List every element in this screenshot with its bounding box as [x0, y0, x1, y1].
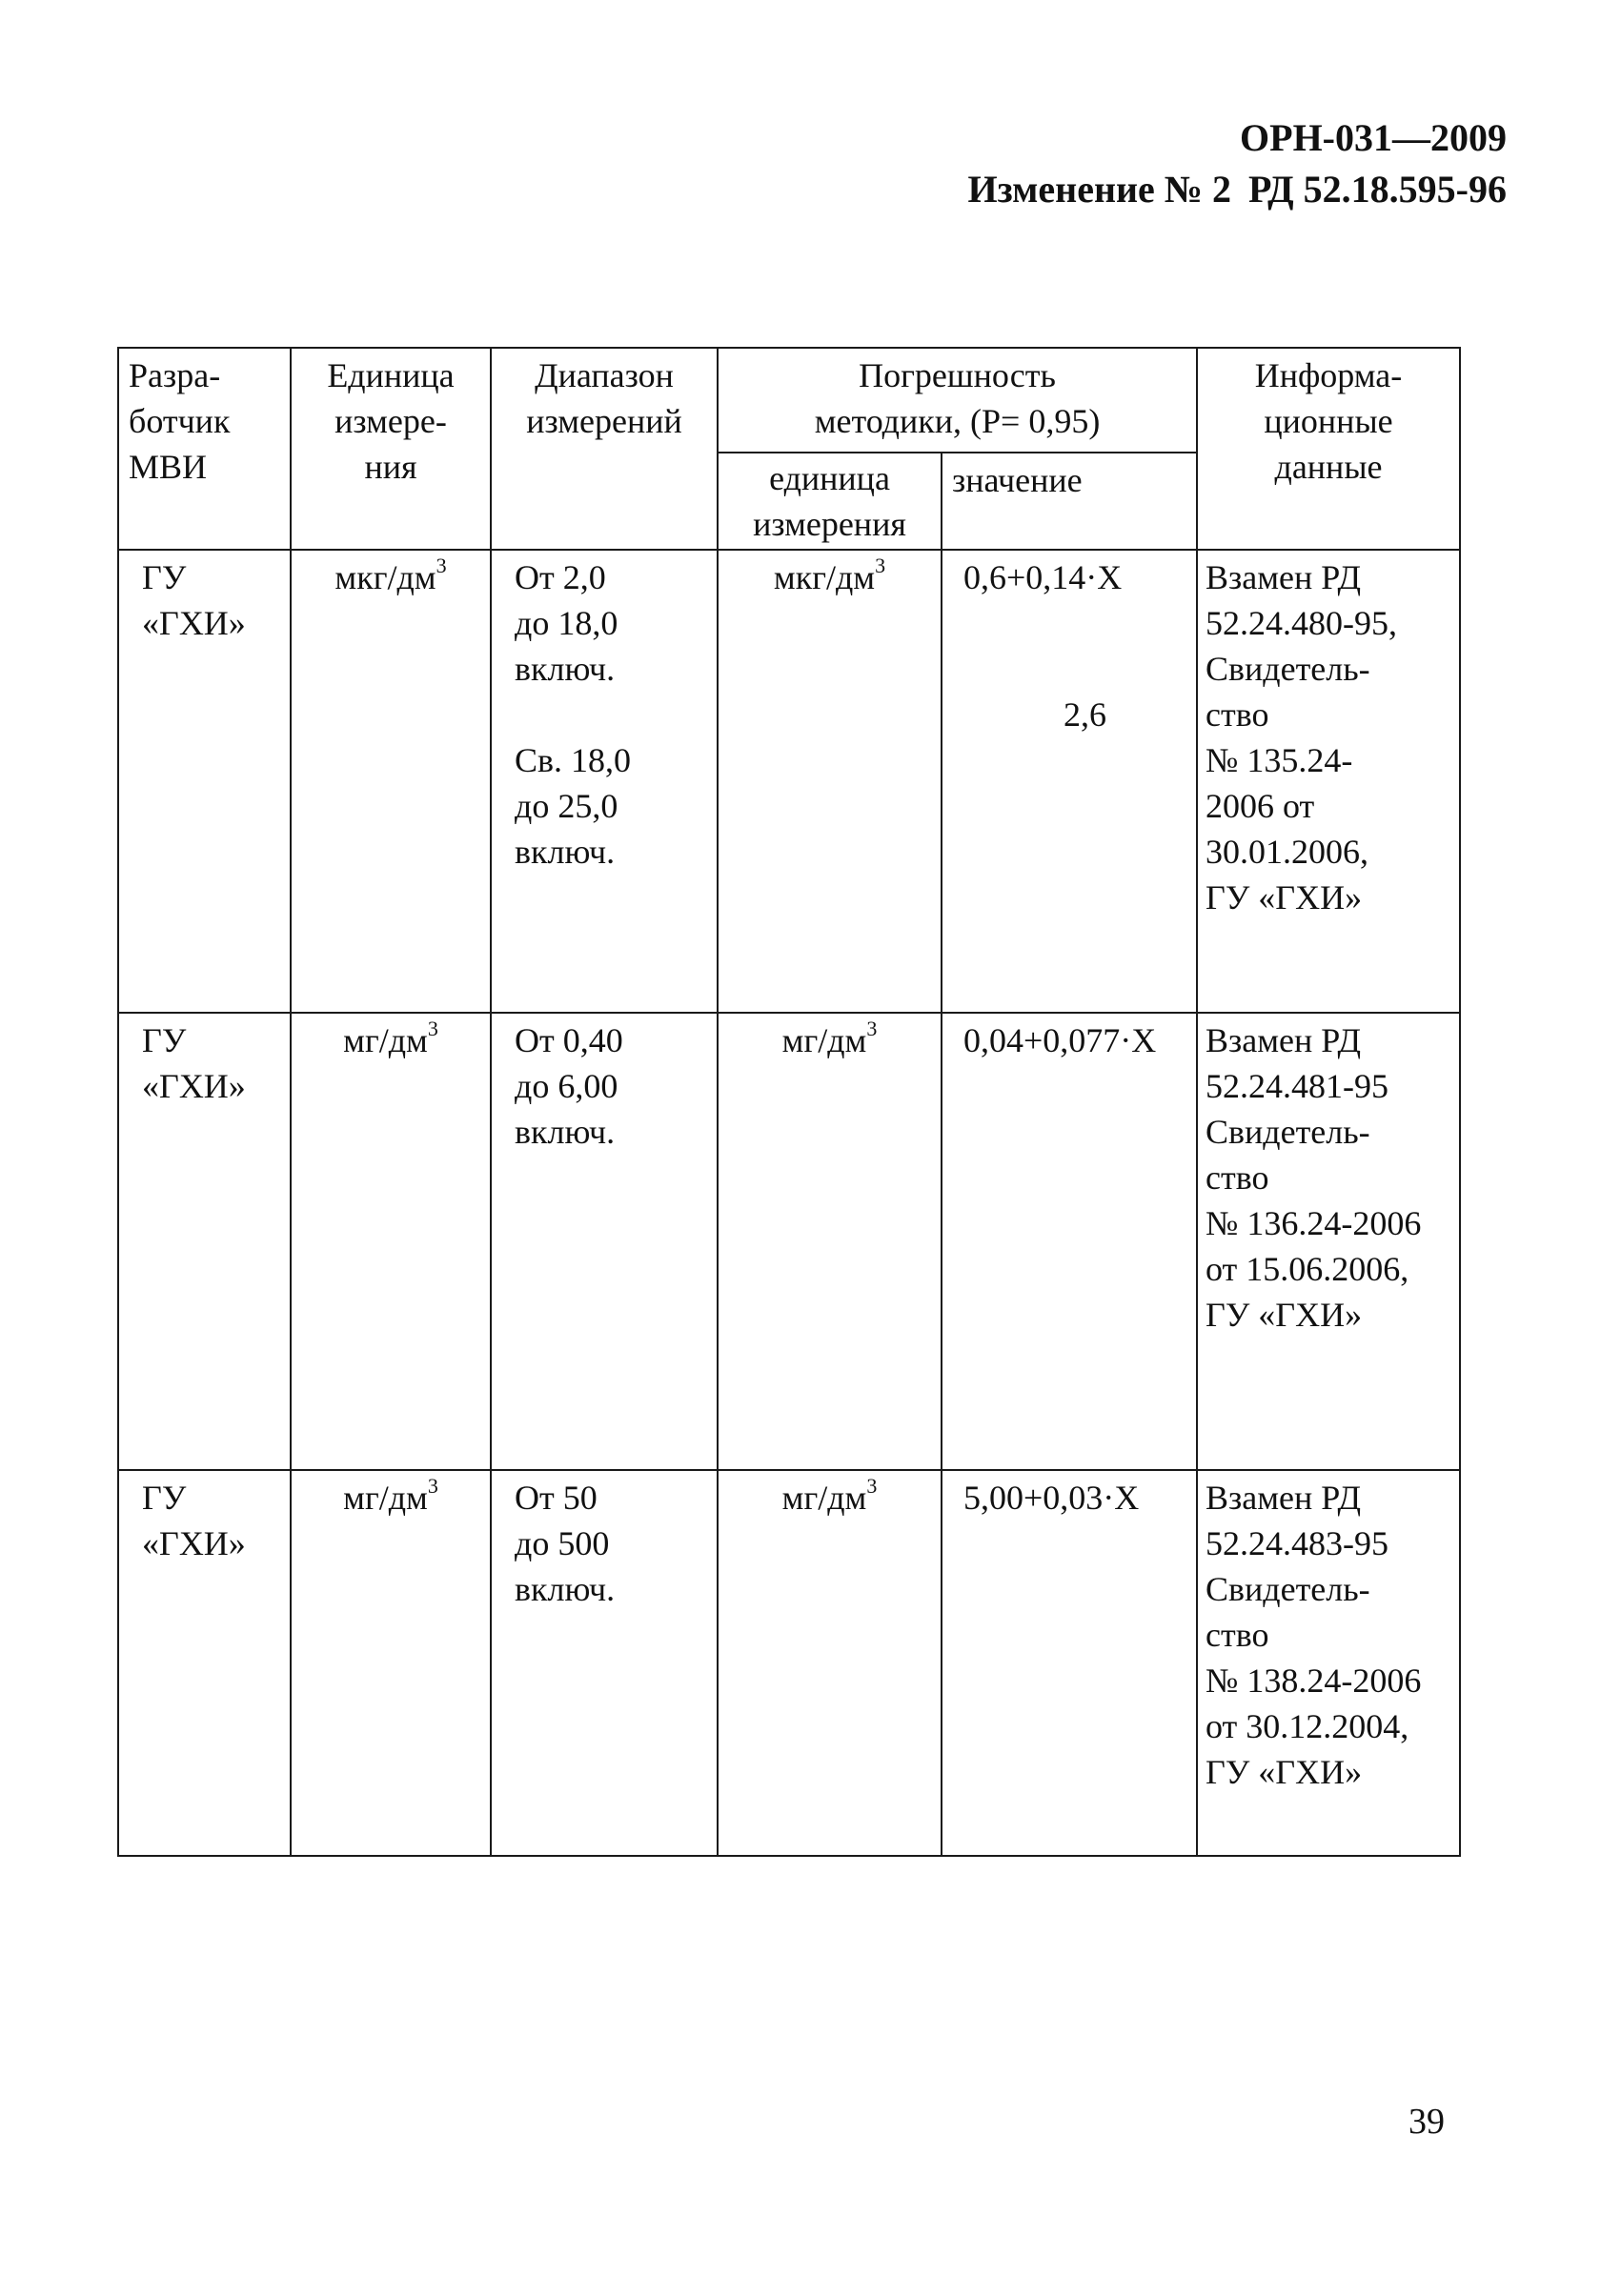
info-line: № 138.24-2006: [1206, 1662, 1422, 1700]
info-line: Свидетель-: [1206, 1113, 1370, 1151]
range-line: до 18,0: [515, 604, 618, 642]
error-value: 0,6+0,14·X: [963, 558, 1123, 596]
amendment-document: РД 52.18.595-96: [1248, 168, 1507, 211]
cell-error-value: [942, 1470, 1197, 1856]
info-line: Взамен РД: [1206, 558, 1362, 596]
info-line: ство: [1206, 1616, 1269, 1654]
info-line: ГУ «ГХИ»: [1206, 1753, 1363, 1791]
info-line: № 136.24-2006: [1206, 1204, 1422, 1242]
error-unit-text: мкг/дм: [773, 558, 876, 596]
page-number: 39: [1408, 2102, 1445, 2142]
header-error-line: методики, (Р= 0,95): [814, 402, 1101, 440]
cell-error-unit: [718, 1013, 942, 1470]
header-developer-line: МВИ: [129, 448, 208, 486]
developer-line: «ГХИ»: [142, 604, 246, 642]
methods-table: [117, 347, 1461, 1857]
cell-error-value: [942, 1013, 1197, 1470]
header-info-line: Информа-: [1254, 356, 1403, 394]
range-line: От 50: [515, 1479, 598, 1517]
info-line: Взамен РД: [1206, 1479, 1362, 1517]
info-line: ГУ «ГХИ»: [1206, 878, 1363, 916]
info-line: Свидетель-: [1206, 1570, 1370, 1608]
header-range-line: измерений: [526, 402, 682, 440]
cell-info: [1197, 1013, 1460, 1470]
range-line: От 0,40: [515, 1021, 623, 1059]
table-row: [118, 1013, 1460, 1470]
table-row: [118, 550, 1460, 1013]
header-range-line: Диапазон: [535, 356, 674, 394]
info-line: 52.24.480-95,: [1206, 604, 1397, 642]
cell-unit: [291, 1470, 491, 1856]
info-line: Свидетель-: [1206, 650, 1370, 688]
range-line: включ.: [515, 833, 616, 871]
unit-exponent: 3: [436, 554, 447, 577]
amendment-prefix: Изменение № 2: [967, 168, 1231, 211]
info-line: от 30.12.2004,: [1206, 1707, 1409, 1745]
amendment-line: [968, 164, 1507, 215]
cell-range: [491, 550, 718, 1013]
unit-text: мкг/дм: [334, 558, 436, 596]
error-unit-text: мг/дм: [781, 1021, 867, 1059]
cell-info: [1197, 1470, 1460, 1856]
cell-unit: [291, 550, 491, 1013]
table-row: [118, 1470, 1460, 1856]
error-unit-exponent: 3: [866, 1017, 878, 1040]
error-value: 0,04+0,077·X: [963, 1021, 1157, 1059]
info-line: Взамен РД: [1206, 1021, 1362, 1059]
range-line: включ.: [515, 1113, 616, 1151]
developer-line: «ГХИ»: [142, 1524, 246, 1562]
range-line: до 500: [515, 1524, 610, 1562]
developer-line: «ГХИ»: [142, 1067, 246, 1105]
info-line: 52.24.481-95: [1206, 1067, 1388, 1105]
table-header-row: [118, 348, 1460, 453]
cell-info: [1197, 550, 1460, 1013]
cell-developer: [118, 1470, 291, 1856]
header-developer-line: ботчик: [129, 402, 231, 440]
header-error-value: значение: [942, 453, 1197, 550]
header-info-line: ционные: [1264, 402, 1393, 440]
info-line: 30.01.2006,: [1206, 833, 1368, 871]
unit-text: мг/дм: [343, 1021, 428, 1059]
document-code: ОРН-031—2009: [1240, 116, 1507, 159]
header-error-line: Погрешность: [859, 356, 1056, 394]
range-line: до 25,0: [515, 787, 618, 825]
header-range: [491, 348, 718, 550]
header-error-group: [718, 348, 1197, 453]
header-error-unit: [718, 453, 942, 550]
header-error-unit-line: измерения: [753, 505, 906, 543]
error-value: 2,6: [1064, 695, 1106, 734]
header-error-unit-line: единица: [769, 459, 890, 497]
header-info-line: данные: [1274, 448, 1383, 486]
cell-error-unit: [718, 1470, 942, 1856]
developer-line: ГУ: [142, 1479, 187, 1517]
header-unit: [291, 348, 491, 550]
range-line: Св. 18,0: [515, 741, 632, 779]
header-developer: [118, 348, 291, 550]
info-line: 2006 от: [1206, 787, 1315, 825]
error-unit-exponent: 3: [866, 1474, 878, 1498]
header-developer-line: Разра-: [129, 356, 221, 394]
info-line: ство: [1206, 695, 1269, 734]
cell-range: [491, 1013, 718, 1470]
cell-developer: [118, 1013, 291, 1470]
range-line: до 6,00: [515, 1067, 618, 1105]
unit-exponent: 3: [427, 1017, 438, 1040]
range-line: включ.: [515, 1570, 616, 1608]
error-unit-text: мг/дм: [781, 1479, 867, 1517]
error-value: 5,00+0,03·X: [963, 1479, 1140, 1517]
unit-text: мг/дм: [343, 1479, 428, 1517]
header-unit-line: Единица: [327, 356, 455, 394]
developer-line: ГУ: [142, 558, 187, 596]
cell-error-unit: [718, 550, 942, 1013]
info-line: ГУ «ГХИ»: [1206, 1296, 1363, 1334]
error-unit-exponent: 3: [875, 554, 886, 577]
header-unit-line: ния: [364, 448, 417, 486]
info-line: № 135.24-: [1206, 741, 1353, 779]
range-line: От 2,0: [515, 558, 606, 596]
cell-developer: [118, 550, 291, 1013]
cell-unit: [291, 1013, 491, 1470]
info-line: ство: [1206, 1158, 1269, 1197]
unit-exponent: 3: [427, 1474, 438, 1498]
cell-error-value: [942, 550, 1197, 1013]
info-line: 52.24.483-95: [1206, 1524, 1388, 1562]
document-header: [968, 112, 1507, 215]
header-info: [1197, 348, 1460, 550]
range-line: включ.: [515, 650, 616, 688]
developer-line: ГУ: [142, 1021, 187, 1059]
cell-range: [491, 1470, 718, 1856]
header-unit-line: измере-: [334, 402, 447, 440]
info-line: от 15.06.2006,: [1206, 1250, 1409, 1288]
